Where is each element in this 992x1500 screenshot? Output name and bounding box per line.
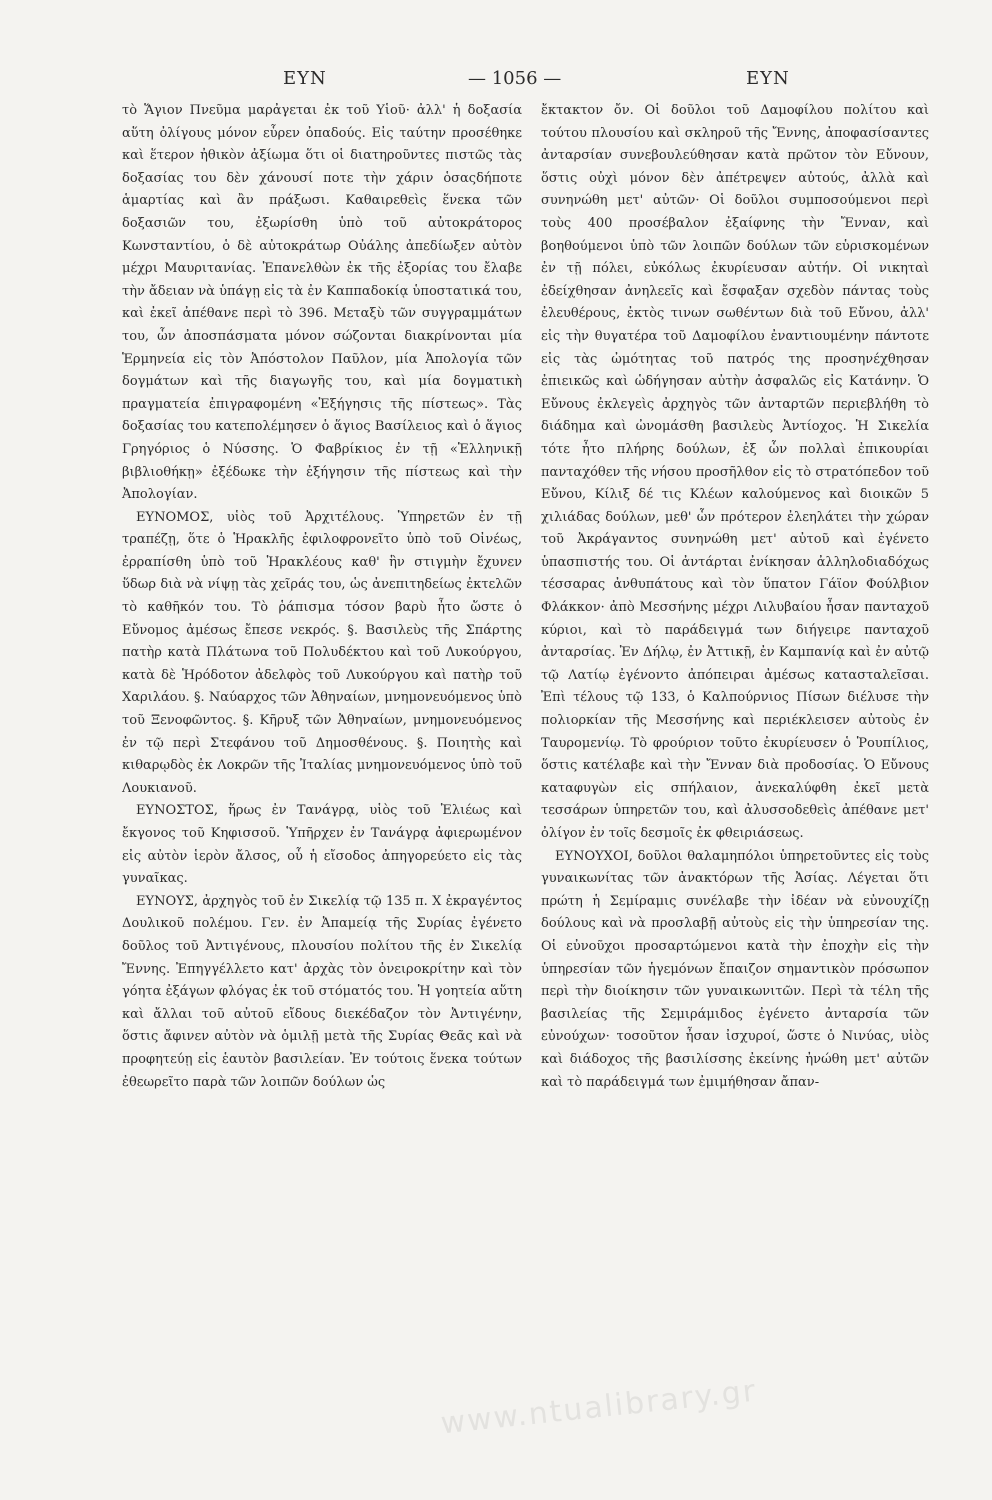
entry-eunous: ΕΥΝΟΥΣ, ἀρχηγὸς τοῦ ἐν Σικελίᾳ τῷ 135 π. Χ ἐκραγέντος Δουλικοῦ πολέμου. Γεν. ἐν Ἀπαμείᾳ τῆς Συρίας ἐγένετο δοῦλος τοῦ Ἀντιγένους, πλουσίου πολίτου τῆς ἐν Σικελίᾳ Ἔννης. Ἐπηγγέλλετο κατ' ἀρχὰς τὸν ὀνειροκρίτην καὶ τὸν γόητα ἐξάγων φλόγας ἐκ τοῦ στόματός του. Ἡ γοητεία αὕτη καὶ ἄλλαι τοῦ αὐτοῦ εἴδους διεκέδαζον τὸν Ἀντιγένην, ὅστις ἄφινεν αὐτὸν νὰ ὁμιλῇ μετὰ τῆς Συρίας Θεᾶς καὶ νὰ προφητεύῃ εἰς ἑαυτὸν βασιλείαν. Ἐν τούτοις ἕνεκα τούτων ἐθεωρεῖτο παρὰ τῶν λοιπῶν δούλων ὡς: [122, 893, 522, 1090]
entry-continuation: τὸ Ἅγιον Πνεῦμα μαρἀγεται ἐκ τοῦ Υἱοῦ· ἀλλ' ἡ δοξασία αὕτη ὀλίγους μόνον εὗρεν ὀπαδούς. Εἰς ταύτην προσέθηκε καὶ ἕτερον ἠθικὸν ἀξίωμα ὅτι οἱ διατηροῦντες πιστῶς τὰς δοξασίας του δὲν χάνουσί ποτε τὴν χάριν ὁσαςδήποτε ἁμαρτίας καὶ ἂν πράξωσι. Καθαιρεθεὶς ἕνεκα τῶν δοξασιῶν του, ἐξωρίσθη ὑπὸ τοῦ αὐτοκράτορος Κωνσταντίου, ὁ δὲ αὐτοκράτωρ Οὐάλης ἀπεδίωξεν αὐτὸν μέχρι Μαυριτανίας. Ἐπανελθὼν ἐκ τῆς ἐξορίας του ἔλαβε τὴν ἄδειαν νὰ ὑπάγῃ εἰς τὰ ἐν Καππαδοκίᾳ ὑποστατικά του, καὶ ἐκεῖ ἀπέθανε περὶ τὸ 396. Μεταξὺ τῶν συγγραμμάτων του, ὧν ἀποσπάσματα μόνον σώζονται διακρίνονται μία Ἑρμηνεία εἰς τὸν Ἀπόστολον Παῦλον, μία Ἀπολογία τῶν δογμάτων καὶ τῆς διαγωγῆς του, καὶ μία δογματικὴ πραγματεία ἐπιγραφομένη «Ἐξήγησις τῆς πίστεως». Τὰς δοξασίας του κατεπολέμησεν ὁ ἅγιος Βασίλειος καὶ ὁ ἅγιος Γρηγόριος ὁ Νύσσης. Ὁ Φαβρίκιος ἐν τῇ «Ἑλληνικῇ βιβλιοθήκῃ» ἐξέδωκε τὴν ἐξήγησιν τῆς πίστεως καὶ τὴν Ἀπολογίαν.: [122, 103, 522, 503]
page-number: — 1056 —: [468, 68, 562, 89]
entry-eunous-continued: ἔκτακτον ὄν. Οἱ δοῦλοι τοῦ Δαμοφίλου πολίτου καὶ τούτου πλουσίου καὶ σκληροῦ τῆς Ἔννης, ἀποφασίσαντες ἀνταρσίαν συνεβουλεύθησαν κατὰ πρῶτον τὸν Εὔνουν, ὅστις οὐχὶ μόνον δὲν ἀπέτρεψεν αὐτούς, ἀλλὰ καὶ συνηνώθη μετ' αὐτῶν· Οἱ δοῦλοι συμποσούμενοι περὶ τοὺς 400 προσέβαλον ἐξαίφνης τὴν Ἔνναν, καὶ βοηθούμενοι ὑπὸ τῶν λοιπῶν δούλων τῶν εὑρισκομένων ἐν τῇ πόλει, εὐκόλως ἐκυρίευσαν αὐτήν. Οἱ νικηταὶ ἐδείχθησαν ἀνηλεεῖς καὶ ἔσφαξαν σχεδὸν πάντας τοὺς ἐλευθέρους, ἐκτὸς τινων σωθέντων διὰ τοῦ Εὔνου, ἀλλ' εἰς τὴν θυγατέρα τοῦ Δαμοφίλου ἐναντιουμένην πάντοτε εἰς τὰς ὠμότητας τοῦ πατρός της προσηνέχθησαν ἐπιεικῶς καὶ ὡδήγησαν αὐτὴν ἀσφαλῶς εἰς Κατάνην. Ὁ Εὔνους ἐκλεγεὶς ἀρχηγὸς τῶν ἀνταρτῶν περιεβλήθη τὸ διάδημα καὶ ὠνομάσθη βασιλεὺς Ἀντίοχος. Ἡ Σικελία τότε ἦτο πλήρης δούλων, ἐξ ὧν πολλαὶ ἐπικουρίαι πανταχόθεν τῆς νήσου προσῆλθον εἰς τὸ στρατόπεδον τοῦ Εὔνου, Κίλιξ δέ τις Κλέων καλούμενος καὶ διοικῶν 5 χιλιάδας δούλων, μεθ' ὧν πρότερον ἐλεηλάτει τὴν χώραν τοῦ Ἀκράγαντος συνηνώθη μετ' αὐτοῦ καὶ ἐγένετο ὑπασπιστής του. Οἱ ἀντάρται ἐνίκησαν ἀλληλοδιαδόχως τέσσαρας ἀνθυπάτους καὶ τὸν ὕπατον Γάϊον Φούλβιον Φλάκκον· ἀπὸ Μεσσήνης μέχρι Λιλυβαίου ἦσαν πανταχοῦ κύριοι, καὶ τὸ παράδειγμά των διήγειρε πανταχοῦ ἀνταρσίας. Ἐν Δήλῳ, ἐν Ἀττικῇ, ἐν Καμπανίᾳ καὶ ἐν αὐτῷ τῷ Λατίῳ ἐγένοντο ἀπόπειραι ἀμέσως κατασταλεῖσαι. Ἐπὶ τέλους τῷ 133, ὁ Καλπούρνιος Πίσων διέλυσε τὴν πολιορκίαν τῆς Μεσσήνης καὶ περιέκλεισεν αὐτοὺς ἐν Ταυρομενίῳ. Τὸ φρούριον τοῦτο ἐκυρίευσεν ὁ Ῥουπίλιος, ὅστις κατέλαβε καὶ τὴν Ἔνναν διὰ προδοσίας. Ὁ Εὔνους καταφυγὼν εἰς σπήλαιον, ἀνεκαλύφθη ἐκεῖ μετὰ τεσσάρων ὑπηρετῶν του, καὶ ἀλυσσοδεθεὶς ἀπέθανε μετ' ὀλίγον ἐν τοῖς δεσμοῖς ἐκ φθειριάσεως.: [541, 103, 929, 841]
entry-eunomos: ΕΥΝΟΜΟΣ, υἱὸς τοῦ Ἀρχιτέλους. Ὑπηρετῶν ἐν τῇ τραπέζῃ, ὅτε ὁ Ἡρακλῆς ἐφιλοφρονεῖτο ὑπὸ τοῦ Οἰνέως, ἐρραπίσθη ὑπὸ τοῦ Ἡρακλέους καθ' ἣν στιγμὴν ἔχυνεν ὕδωρ διὰ νὰ νίψῃ τὰς χεῖράς του, ὡς ἀνεπιτηδείως ἐκτελῶν τὸ καθῆκόν του. Τὸ ῥάπισμα τόσον βαρὺ ἦτο ὥστε ὁ Εὔνομος ἀμέσως ἔπεσε νεκρός. §. Βασιλεὺς τῆς Σπάρτης πατὴρ κατὰ Πλάτωνα τοῦ Πολυδέκτου καὶ τοῦ Λυκούργου, κατὰ δὲ Ἡρόδοτον ἀδελφὸς τοῦ Λυκούργου καὶ πατὴρ τοῦ Χαριλάου. §. Ναύαρχος τῶν Ἀθηναίων, μνημονευόμενος ὑπὸ τοῦ Ξενοφῶντος. §. Κῆρυξ τῶν Ἀθηναίων, μνημονευόμενος ἐν τῷ περὶ Στεφάνου τοῦ Δημοσθένους. §. Ποιητὴς καὶ κιθαρῳδὸς ἐκ Λοκρῶν τῆς Ἰταλίας μνημονευόμενος ὑπὸ τοῦ Λουκιανοῦ.: [122, 509, 522, 796]
entry-eunostos: ΕΥΝΟΣΤΟΣ, ἥρως ἐν Τανάγρᾳ, υἱὸς τοῦ Ἐλιέως καὶ ἔκγονος τοῦ Κηφισσοῦ. Ὑπῆρχεν ἐν Τανάγρᾳ ἀφιερωμένον εἰς αὐτὸν ἱερὸν ἄλσος, οὗ ἡ εἴσοδος ἀπηγορεύετο εἰς τὰς γυναῖκας.: [122, 803, 522, 887]
left-column: [122, 100, 522, 1094]
library-watermark: www.ntualibrary.gr: [439, 1373, 759, 1442]
right-column: [541, 100, 929, 1094]
page-header: [0, 68, 992, 92]
entry-eunouchoi: ΕΥΝΟΥΧΟΙ, δοῦλοι θαλαμηπόλοι ὑπηρετοῦντες εἰς τοὺς γυναικωνίτας τῶν ἀνακτόρων τῆς Ἀσίας. Λέγεται ὅτι πρώτη ἡ Σεμίραμις συνέλαβε τὴν ἰδέαν νὰ εὐνουχίζῃ δούλους καὶ νὰ προσλαβῇ αὐτοὺς εἰς τὴν ὑπηρεσίαν της. Οἱ εὐνοῦχοι προσαρτώμενοι κατὰ τὴν ἐποχὴν εἰς τὴν ὑπηρεσίαν τῶν ἡγεμόνων ἔπαιζον σημαντικὸν πρόσωπον περὶ τὴν διοίκησιν τῶν γυναικωνιτῶν. Περὶ τὰ τέλη τῆς βασιλείας τῆς Σεμιράμιδος ἐγένετο ἀνταρσία τῶν εὐνούχων· τοσοῦτον ἦσαν ἰσχυροί, ὥστε ὁ Νινύας, υἱὸς καὶ διάδοχος τῆς βασιλίσσης ἐκείνης ἠνώθη μετ' αὐτῶν καὶ τὸ παράδειγμά των ἐμιμήθησαν ἄπαν-: [541, 848, 929, 1090]
running-head-left: ΕΥΝ: [283, 68, 327, 89]
running-head-right: ΕΥΝ: [746, 68, 790, 89]
